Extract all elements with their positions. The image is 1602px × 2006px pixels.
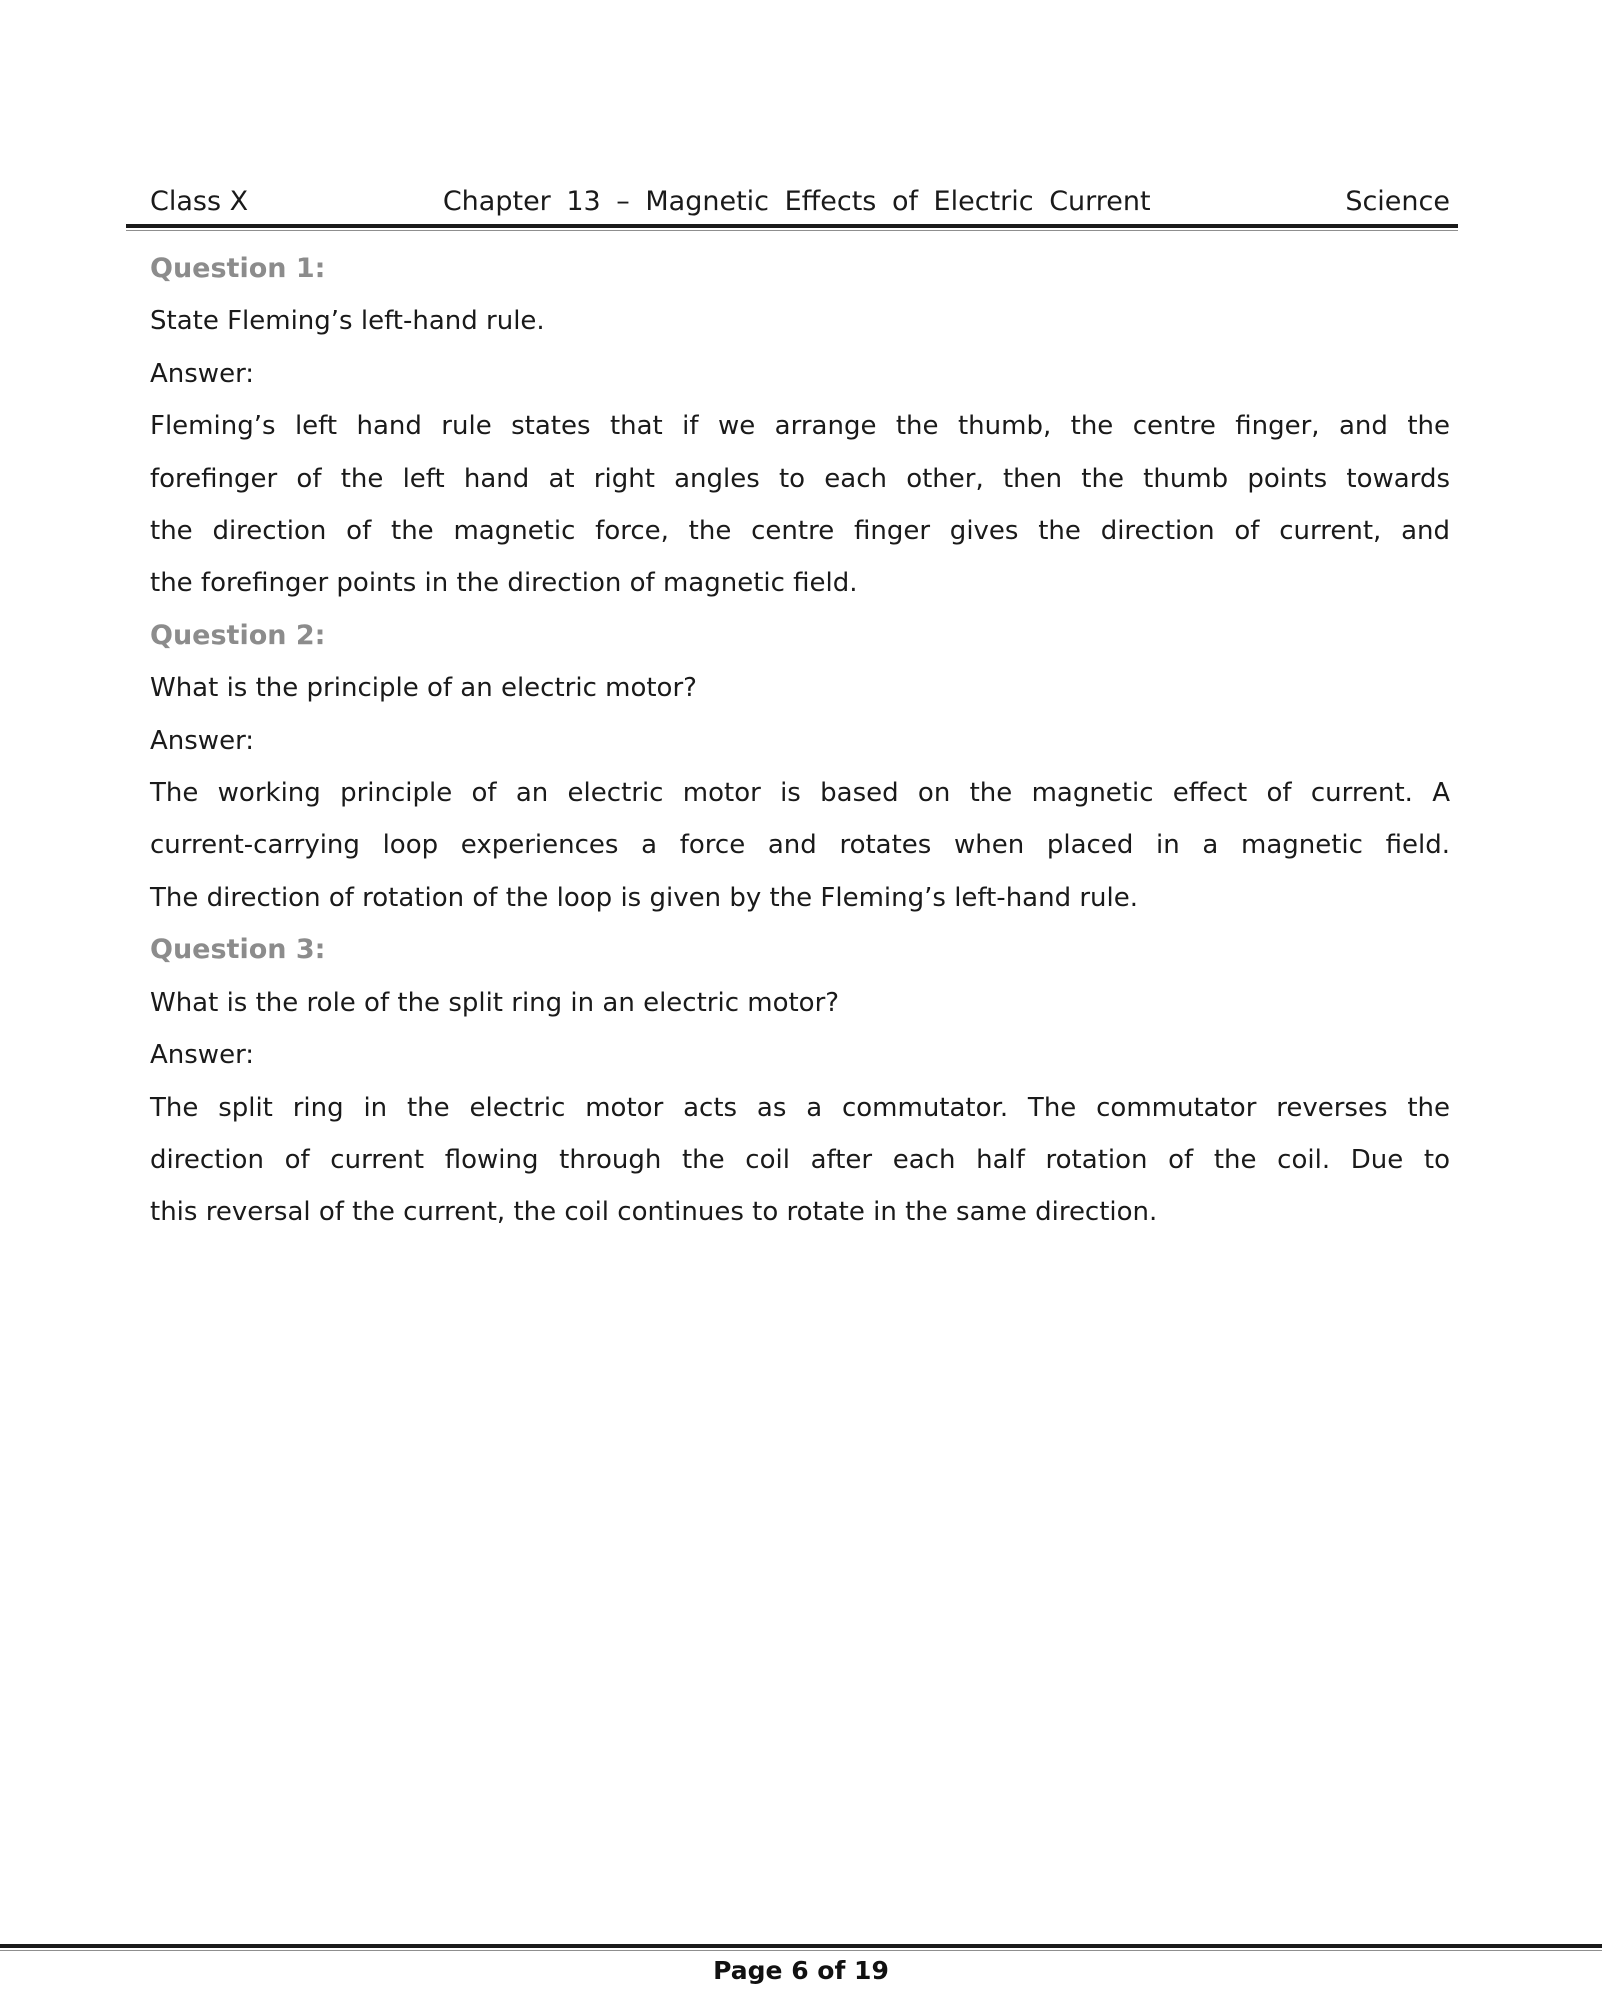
answer-line: this reversal of the current, the coil continues to rotate in the same direction. bbox=[150, 1197, 1158, 1228]
page-header bbox=[150, 186, 1450, 217]
answer-line: direction of current flowing through the coil after each half rotation of the coil. Due to bbox=[150, 1144, 1450, 1175]
answer-line: The working principle of an electric motor is based on the magnetic effect of current. A bbox=[150, 778, 1450, 809]
question-heading: Question 2: bbox=[150, 619, 326, 651]
question-heading: Question 1: bbox=[150, 253, 326, 284]
answer-line: Fleming’s left hand rule states that if we arrange the thumb, the centre finger, and the bbox=[150, 411, 1450, 442]
header-subject-label: Science bbox=[1345, 186, 1450, 217]
question-block-2 bbox=[150, 610, 1450, 924]
answer-label: Answer: bbox=[150, 1040, 255, 1071]
header-divider bbox=[126, 224, 1458, 231]
header-class-label: Class X bbox=[150, 186, 249, 217]
question-text: What is the role of the split ring in an electric motor? bbox=[150, 987, 840, 1018]
footer-divider bbox=[0, 1944, 1602, 1951]
question-block-3 bbox=[150, 924, 1450, 1238]
answer-line: The split ring in the electric motor acts as a commutator. The commutator reverses the bbox=[150, 1092, 1450, 1123]
question-heading: Question 3: bbox=[150, 934, 326, 966]
question-text: State Fleming’s left-hand rule. bbox=[150, 306, 545, 337]
answer-label: Answer: bbox=[150, 358, 255, 389]
answer-line: current-carrying loop experiences a force and rotates when placed in a magnetic field. bbox=[150, 830, 1450, 861]
document-content bbox=[150, 243, 1450, 1239]
page-number: Page 6 of 19 bbox=[713, 1956, 889, 1985]
answer-label: Answer: bbox=[150, 725, 255, 756]
answer-line: the forefinger points in the direction of magnetic field. bbox=[150, 568, 858, 599]
question-block-1 bbox=[150, 243, 1450, 610]
answer-line: the direction of the magnetic force, the centre finger gives the direction of current, and bbox=[150, 516, 1450, 547]
answer-line: The direction of rotation of the loop is given by the Fleming’s left-hand rule. bbox=[150, 882, 1138, 913]
question-text: What is the principle of an electric motor? bbox=[150, 673, 697, 704]
answer-line: forefinger of the left hand at right angles to each other, then the thumb points towards bbox=[150, 463, 1450, 494]
header-chapter-title: Chapter 13 – Magnetic Effects of Electric Current bbox=[442, 186, 1151, 217]
